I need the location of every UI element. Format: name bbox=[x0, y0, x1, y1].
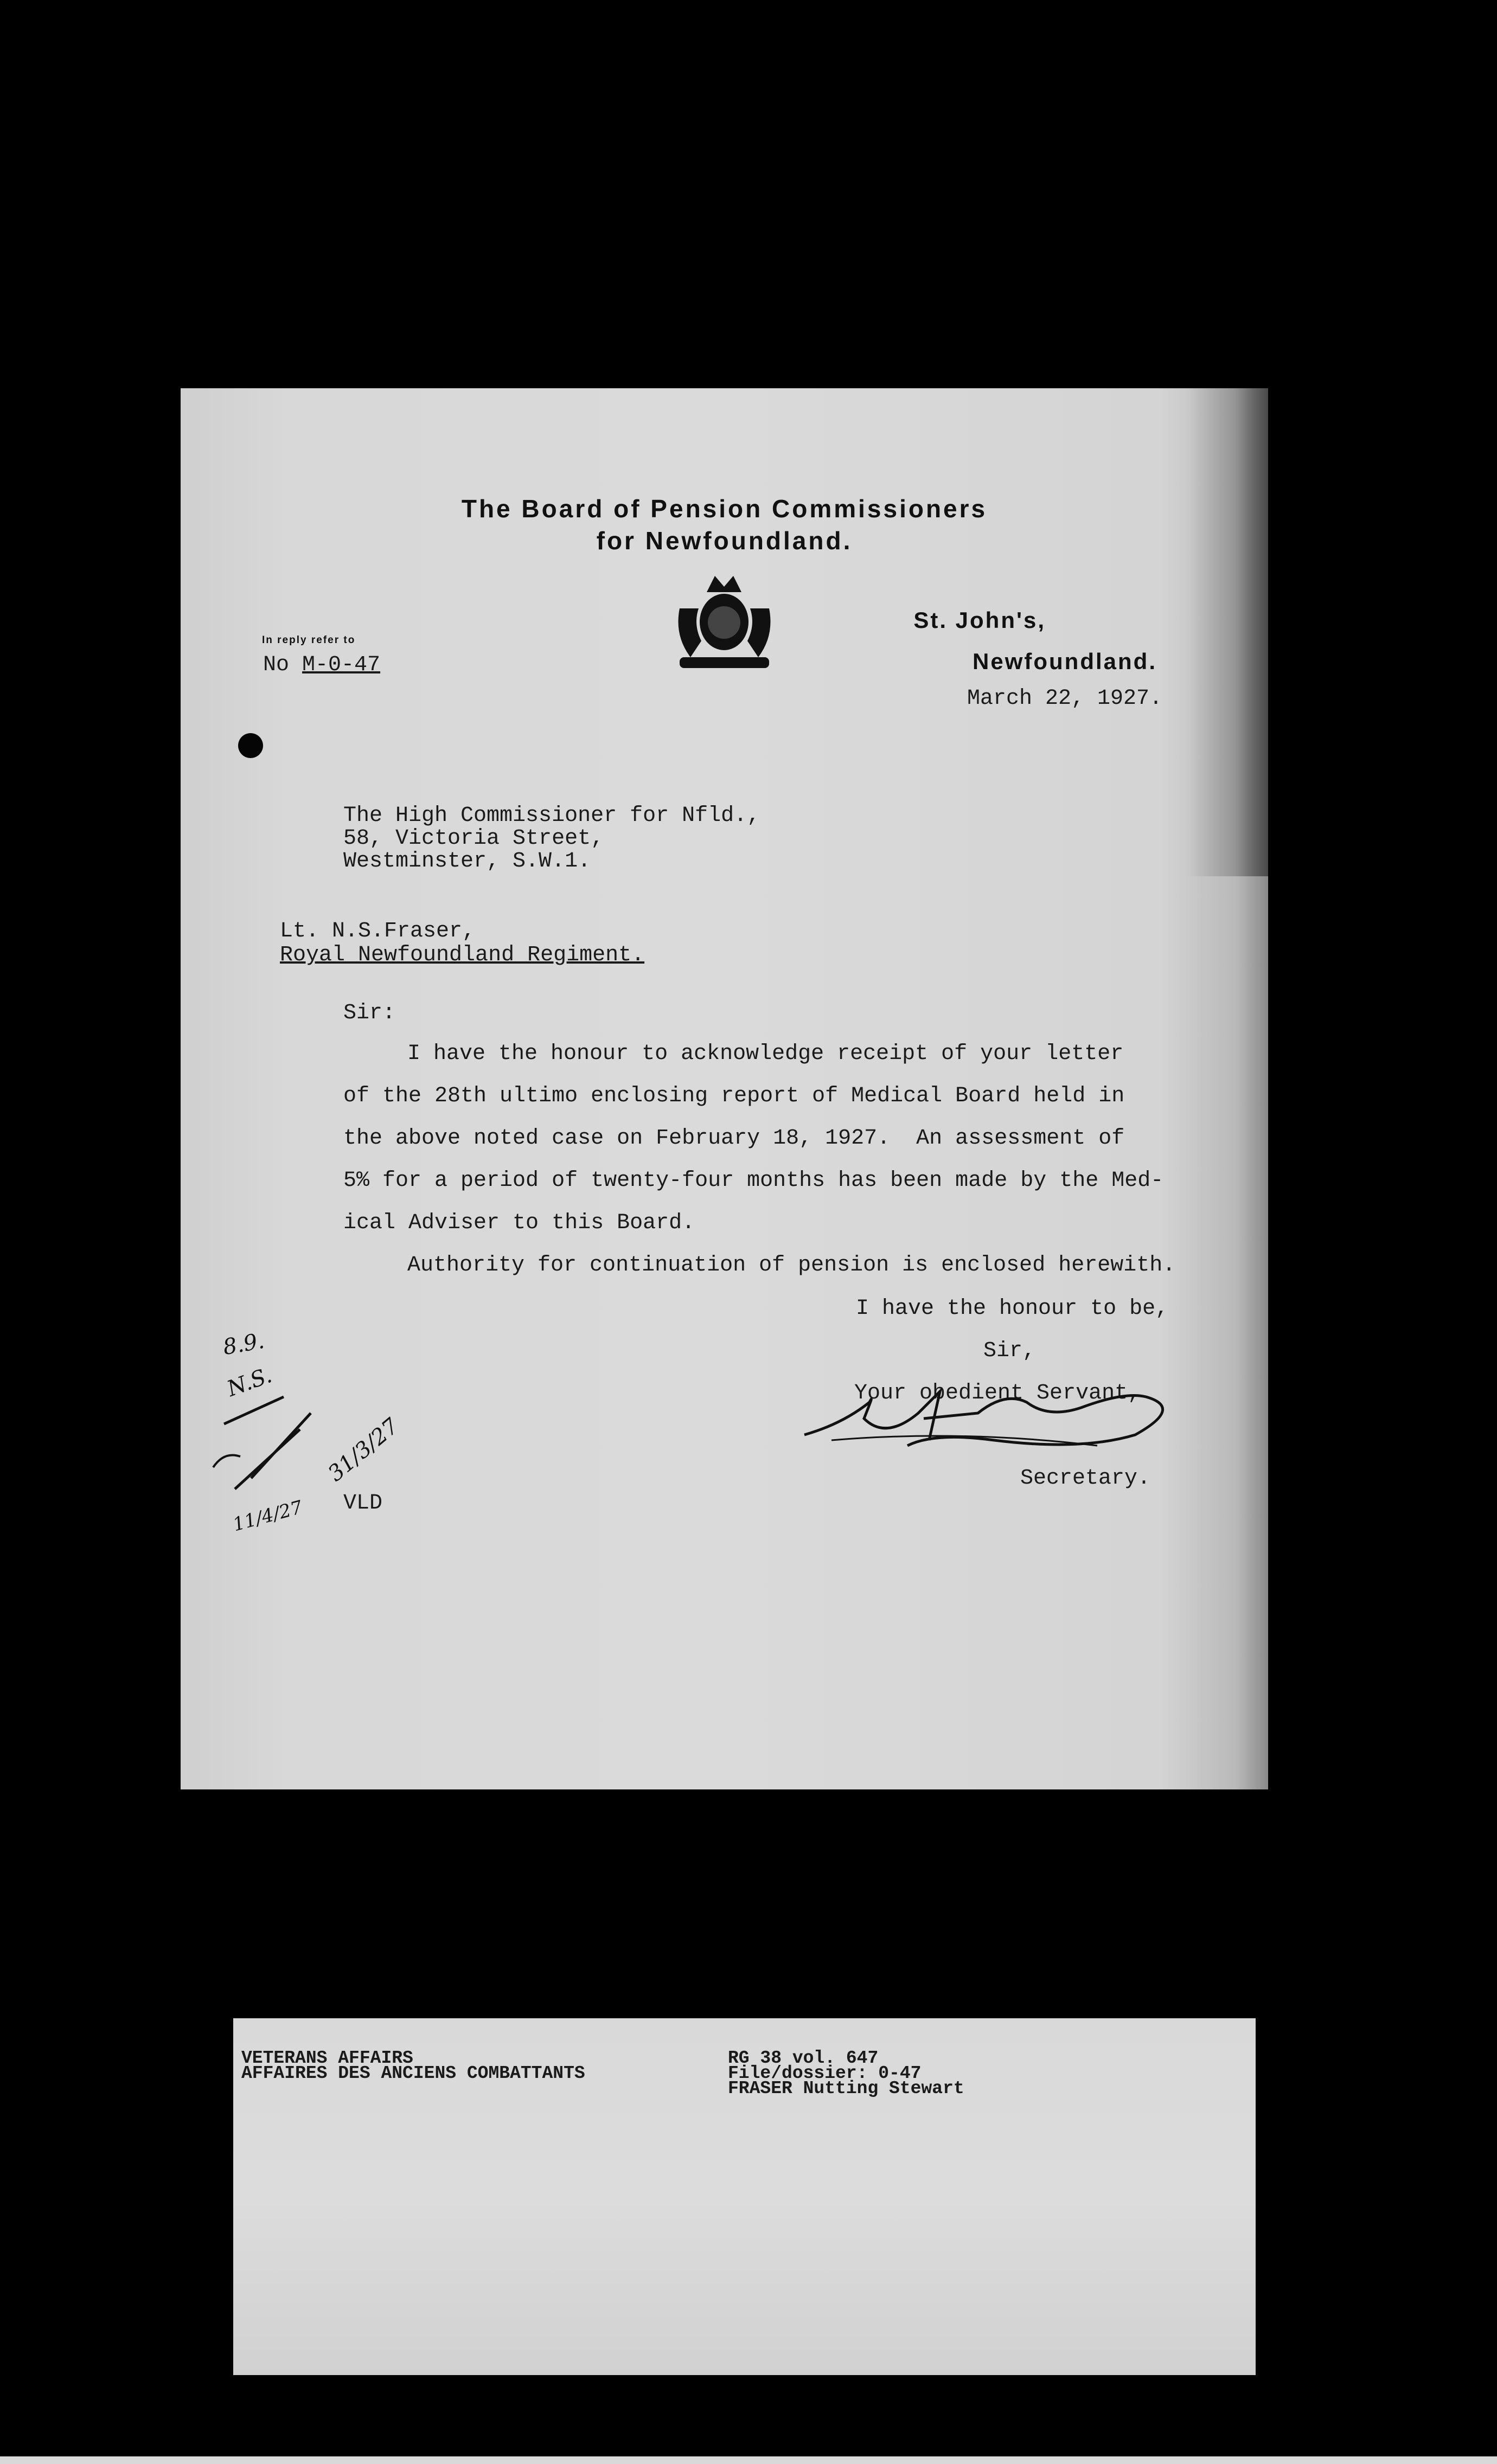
reply-prefix: No bbox=[263, 653, 290, 677]
card-record-group: RG 38 vol. 647 bbox=[728, 2048, 879, 2068]
handwritten-marks-icon bbox=[202, 1381, 332, 1511]
addressee-block bbox=[343, 805, 760, 873]
handwritten-note: 11/4/27 bbox=[231, 1496, 305, 1536]
body-line: of the 28th ultimo enclosing report of Medical Board held in bbox=[343, 1084, 1125, 1108]
coat-of-arms-icon bbox=[669, 570, 780, 673]
letter-date: March 22, 1927. bbox=[967, 686, 1162, 711]
reply-label: In reply refer to bbox=[262, 634, 356, 646]
salutation: Sir: bbox=[343, 1001, 396, 1025]
closing-line: Sir, bbox=[983, 1339, 1036, 1363]
reply-reference bbox=[263, 653, 380, 677]
closing-line: I have the honour to be, bbox=[856, 1297, 1169, 1321]
addressee-line: 58, Victoria Street, bbox=[343, 826, 604, 851]
card-department-english: VETERANS AFFAIRS bbox=[241, 2048, 413, 2068]
handwritten-note: N.S. bbox=[223, 1363, 276, 1402]
card-department-block bbox=[241, 2048, 585, 2083]
body-line: I have the honour to acknowledge receipt of your letter bbox=[407, 1042, 1124, 1066]
place-province: Newfoundland. bbox=[973, 649, 1157, 674]
reply-number: M-0-47 bbox=[302, 653, 381, 677]
typist-initials: VLD bbox=[343, 1491, 383, 1516]
place-city: St. John's, bbox=[913, 607, 1046, 633]
archive-label-card bbox=[233, 2018, 1256, 2375]
body-line: 5% for a period of twenty-four months has been made by the Med- bbox=[343, 1169, 1164, 1193]
scan-edge bbox=[0, 2456, 1497, 2464]
addressee-line: Westminster, S.W.1. bbox=[343, 849, 591, 874]
letterhead-line-1: The Board of Pension Commissioners bbox=[461, 495, 988, 523]
card-subject-name: FRASER Nutting Stewart bbox=[728, 2078, 964, 2099]
letterhead-line-2: for Newfoundland. bbox=[596, 527, 853, 555]
handwritten-note: 8.9. bbox=[221, 1328, 266, 1361]
addressee-line: The High Commissioner for Nfld., bbox=[343, 804, 760, 828]
regarding-unit: Royal Newfoundland Regiment. bbox=[280, 943, 645, 967]
regarding-name: Lt. N.S.Fraser, bbox=[280, 919, 476, 944]
signature-icon bbox=[799, 1359, 1211, 1467]
card-reference-block bbox=[728, 2048, 964, 2099]
body-line: the above noted case on February 18, 1927. An assessment of bbox=[343, 1126, 1125, 1151]
signature-title: Secretary. bbox=[1020, 1466, 1151, 1491]
letter-page bbox=[181, 388, 1268, 1789]
closing-line: Your obedient Servant, bbox=[854, 1381, 1141, 1406]
body-line: ical Adviser to this Board. bbox=[343, 1211, 695, 1235]
regarding-block bbox=[280, 920, 644, 967]
handwritten-note: 31/3/27 bbox=[323, 1413, 404, 1487]
body-line: Authority for continuation of pension is enclosed herewith. bbox=[407, 1253, 1176, 1278]
punch-hole bbox=[238, 733, 263, 758]
card-file-number: File/dossier: 0-47 bbox=[728, 2063, 922, 2083]
card-department-french: AFFAIRES DES ANCIENS COMBATTANTS bbox=[241, 2063, 585, 2083]
